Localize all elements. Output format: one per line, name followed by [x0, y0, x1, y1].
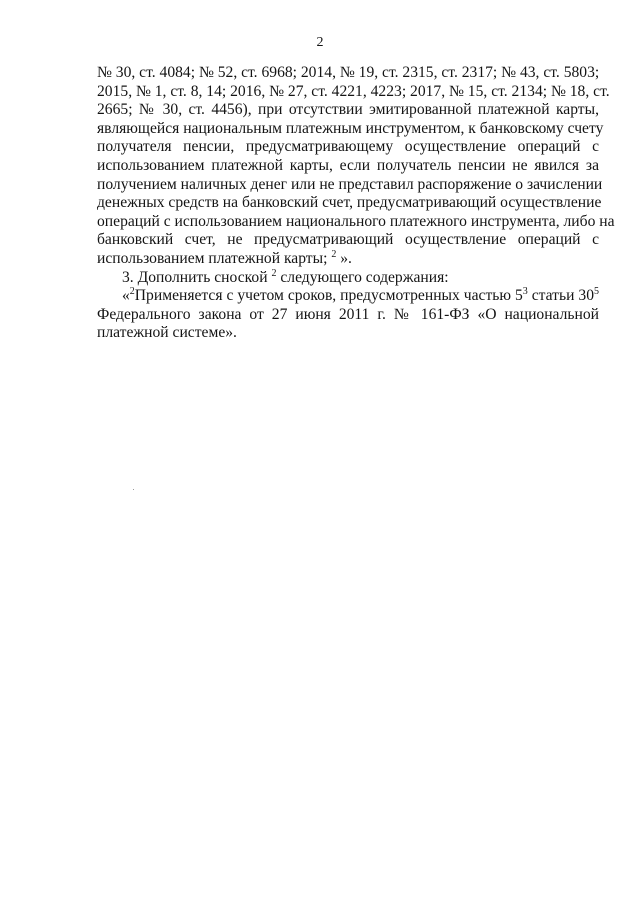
footnote-article: статьи 30: [527, 287, 594, 305]
article-superscript: 5: [594, 286, 599, 298]
footnote-mark: 2: [129, 286, 135, 298]
item-3-line: [97, 269, 599, 288]
item-3-text: 3. Дополнить сноской: [122, 268, 272, 286]
paragraph-line: получателя пенсии, предусматривающему осуществление операций с: [97, 138, 599, 156]
page-number: 2: [316, 35, 324, 50]
footnote-text: Применяется с учетом сроков, предусмотренных частью 5: [134, 287, 523, 305]
paragraph-line: 2015, № 1, ст. 8, 14; 2016, № 27, ст. 4221, 4223; 2017, № 15, ст. 2134; № 18, ст.: [97, 82, 610, 100]
paragraph-line: операций с использованием национального платежного инструмента, либо на: [97, 212, 615, 230]
paragraph-line: 2665; № 30, ст. 4456), при отсутствии эмитированной платежной карты,: [97, 101, 599, 119]
document-body: [97, 64, 615, 343]
paragraph-line: получением наличных денег или не представил распоряжение о зачислении: [97, 175, 603, 193]
part-superscript: 3: [522, 286, 528, 298]
paragraph-last-line: [97, 250, 599, 269]
paragraph-last-text: использованием платежной карты;: [97, 249, 328, 267]
footnote-reference: 2: [271, 267, 277, 279]
footnote-reference: 2: [331, 248, 337, 260]
closing-quote: ».: [336, 249, 352, 267]
footnote-line: платежной системе».: [97, 324, 237, 342]
open-quote: «: [122, 287, 130, 305]
paragraph-line: денежных средств на банковский счет, предусматривающий осуществление: [97, 194, 602, 212]
footnote-line: [97, 287, 599, 306]
paragraph-line: использованием платежной карты, если получатель пенсии не явился за: [97, 156, 599, 174]
paragraph-line: банковский счет, не предусматривающий осуществление операций с: [97, 231, 599, 249]
scan-speck: [133, 489, 134, 490]
item-3-text-end: следующего содержания:: [276, 268, 449, 286]
paragraph-line: являющейся национальным платежным инструментом, к банковскому счету: [97, 119, 604, 137]
paragraph-line: № 30, ст. 4084; № 52, ст. 6968; 2014, № 19, ст. 2315, ст. 2317; № 43, ст. 5803;: [97, 64, 600, 81]
footnote-line: Федерального закона от 27 июня 2011 г. № 161-ФЗ «О национальной: [97, 305, 599, 323]
